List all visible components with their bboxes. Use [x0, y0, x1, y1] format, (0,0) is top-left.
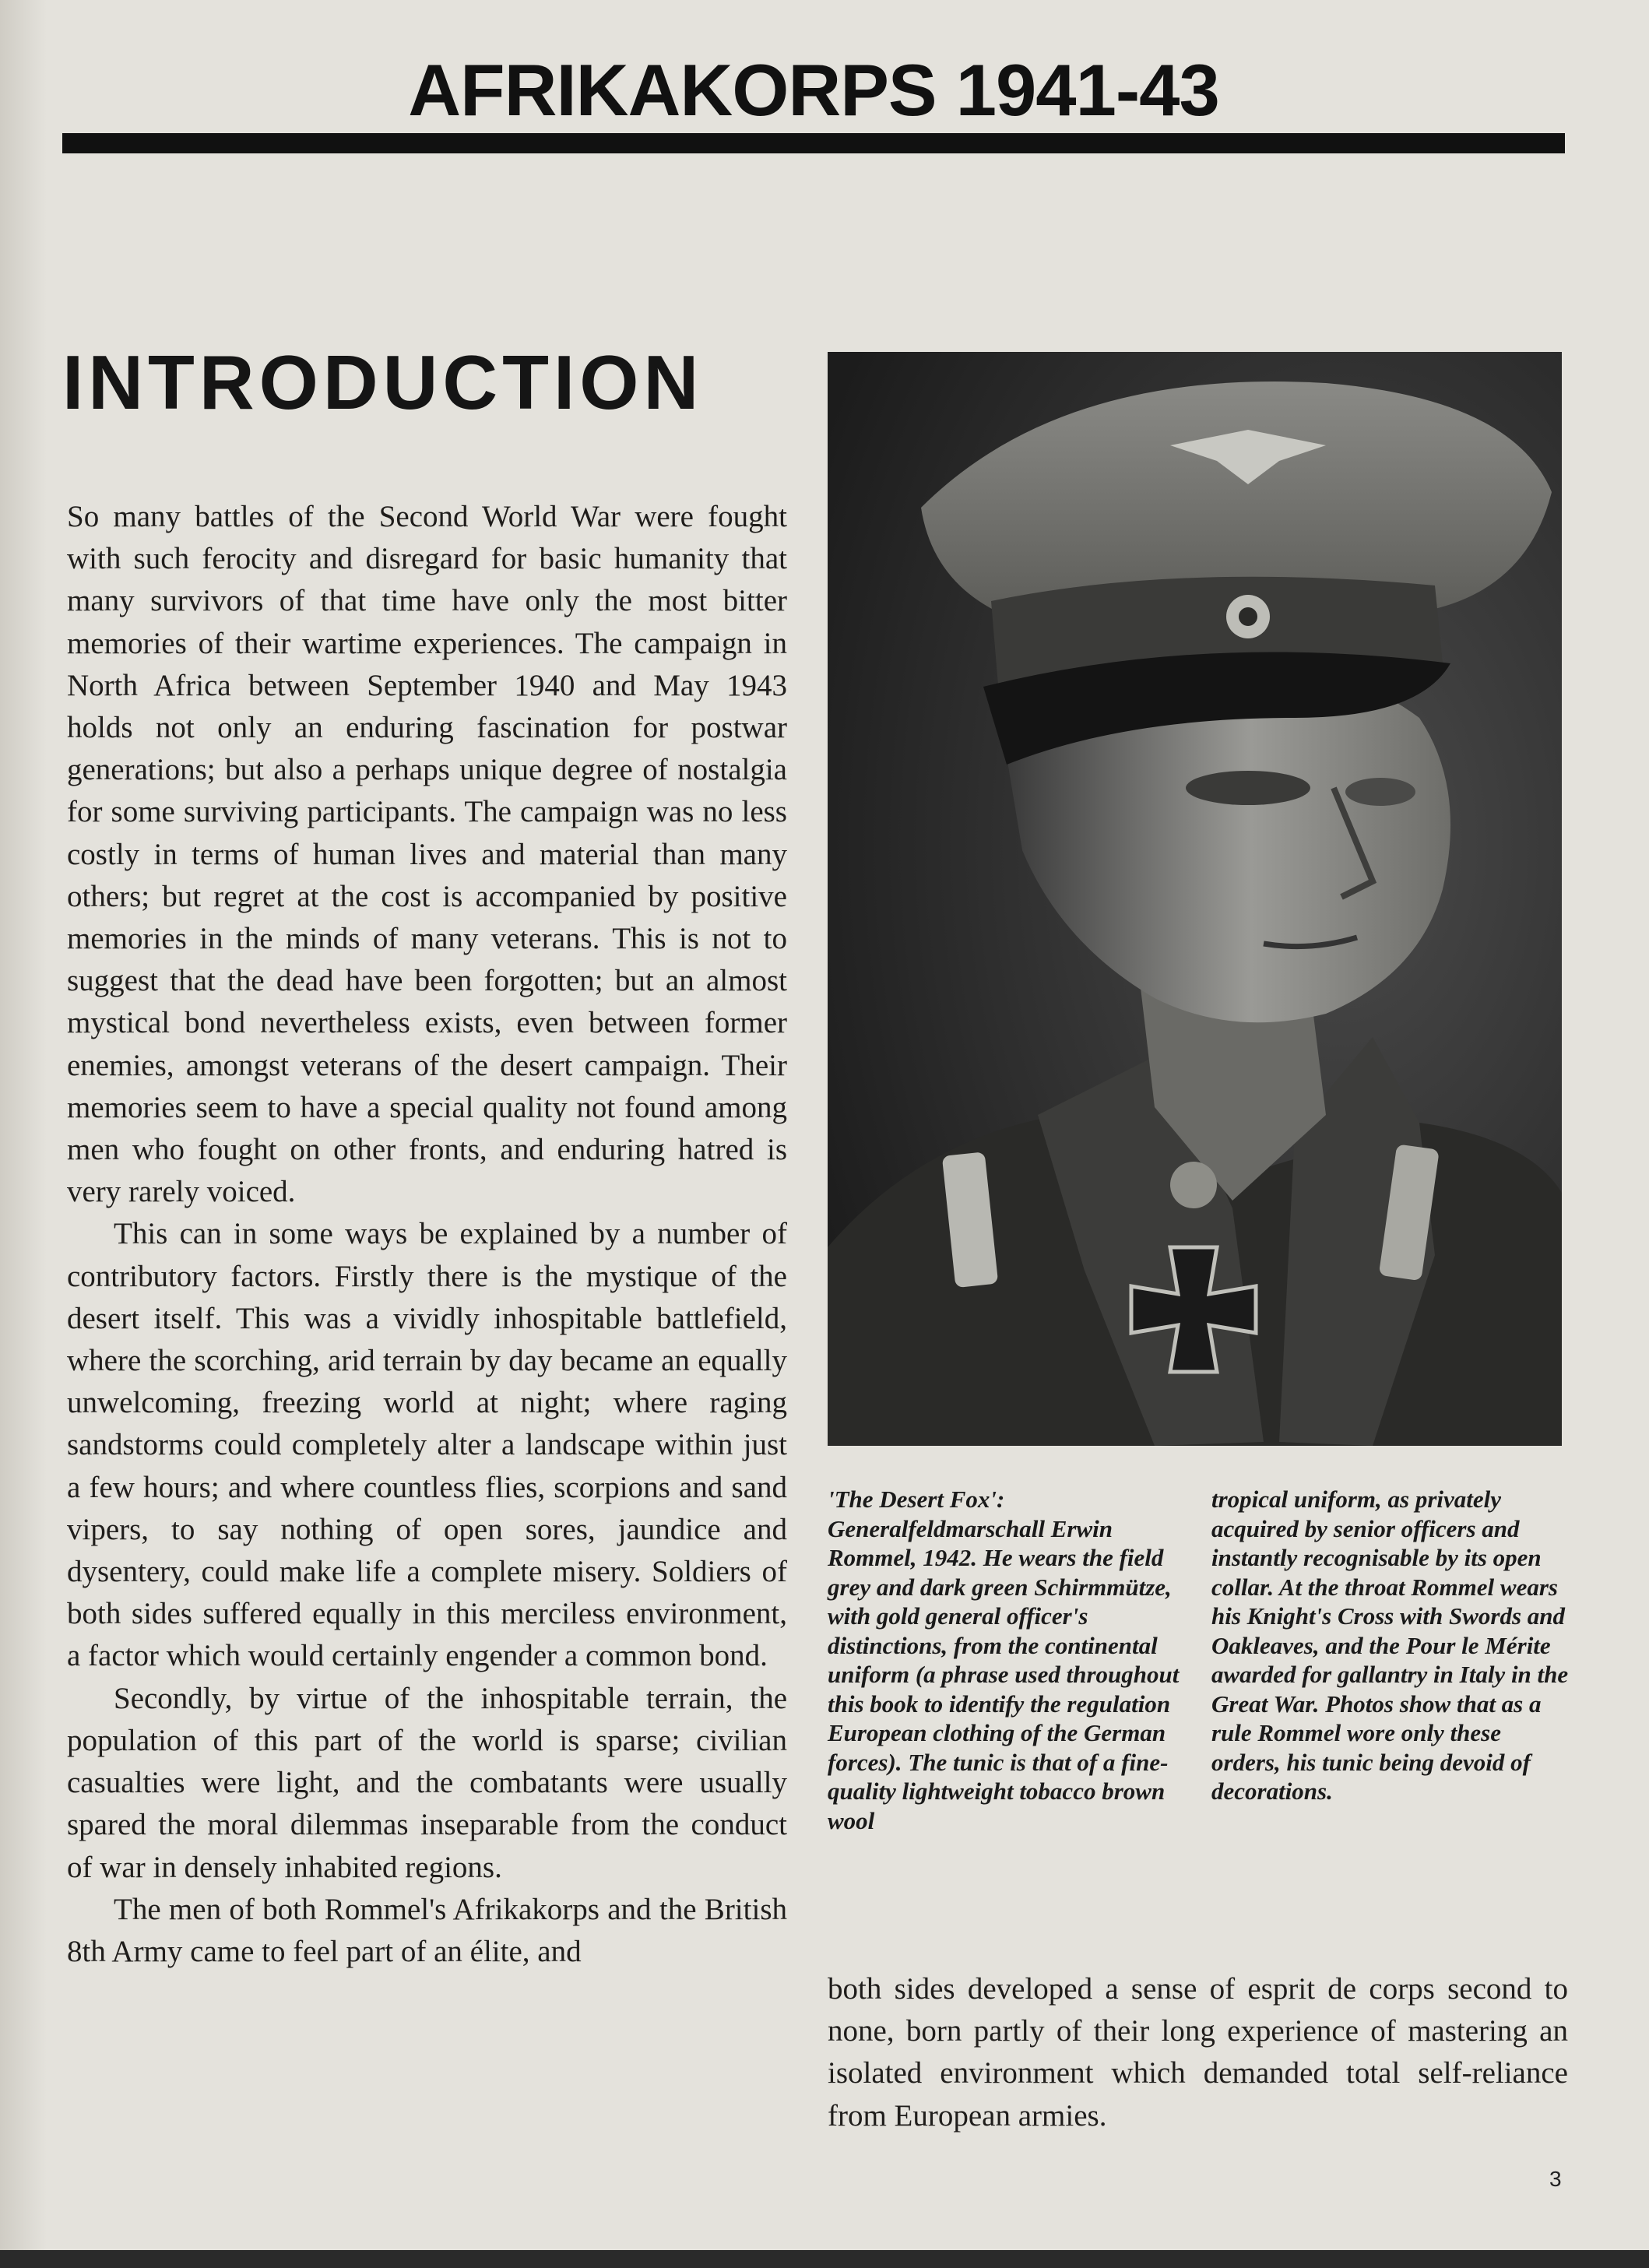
- body-continuation: both sides developed a sense of esprit de corps second to none, born partly of their long experience of mastering an isolated environment which demanded total self-reliance from European armies.: [828, 1972, 1568, 2133]
- photo-caption-left: 'The Desert Fox': Generalfeldmarschall Erwin Rommel, 1942. He wears the field grey and dark green Schirmmütze, with gold general officer's distinctions, from the continental uniform (a phrase used throughout this book to identify the regulation European clothing of the German forces). The tunic is that of a fine-quality lightweight tobacco brown wool: [828, 1486, 1180, 1834]
- page-gutter-shadow: [0, 0, 47, 2268]
- portrait-photo: [828, 352, 1562, 1446]
- portrait-photo-illustration: [828, 352, 1562, 1446]
- section-title: INTRODUCTION: [62, 339, 704, 425]
- body-paragraph-1: So many battles of the Second World War were fought with such ferocity and disregard for basic humanity that many survivors of that time have only the most bitter memories of their wartime experiences. The campaign in North Africa between September 1940 and May 1943 holds not only an enduring fascination for postwar generations; but also a perhaps unique degree of nostalgia for some surviving participants. The campaign was no less costly in terms of human lives and material than many others; but regret at the cost is accompanied by positive memories in the minds of many veterans. This is not to suggest that the dead have been forgotten; but an almost mystical bond nevertheless exists, even between former enemies, amongst veterans of the desert campaign. Their memories seem to have a special quality not found among men who fought on other fronts, and enduring hatred is very rarely voiced.: [67, 500, 787, 1209]
- body-paragraph-3: Secondly, by virtue of the inhospitable terrain, the population of this part of the world is sparse; civilian casualties were light, and the combatants were usually spared the moral dilemmas inseparable from the conduct of war in densely inhabited regions.: [67, 1681, 787, 1884]
- header-rule: [62, 133, 1565, 153]
- body-paragraph-4: The men of both Rommel's Afrikakorps and the British 8th Army came to feel part of an élite, and: [67, 1892, 787, 1968]
- page-bottom-edge: [0, 2250, 1649, 2268]
- body-paragraph-2: This can in some ways be explained by a number of contributory factors. Firstly there is the mystique of the desert itself. This was a vividly inhospitable battlefield, where the scorching, arid terrain by day became an equally unwelcoming, freezing world at night; where raging sandstorms could completely alter a landscape within just a few hours; and where countless flies, scorpions and sand vipers, to say nothing of open sores, jaundice and dysentery, could make life a complete misery. Soldiers of both sides suffered equally in this merciless environment, a factor which would certainly engender a common bond.: [67, 1217, 787, 1673]
- body-text-column: [67, 496, 787, 1973]
- running-header: AFRIKAKORPS 1941-43: [408, 49, 1219, 131]
- page-number: 3: [1549, 2167, 1562, 2191]
- photo-caption-right: tropical uniform, as privately acquired by senior officers and instantly recognisable by its open collar. At the throat Rommel wears his Knight's Cross with Swords and Oakleaves, and the Pour le Mérite awarded for gallantry in Italy in the Great War. Photos show that as a rule Rommel wore only these orders, his tunic being devoid of decorations.: [1211, 1486, 1569, 1805]
